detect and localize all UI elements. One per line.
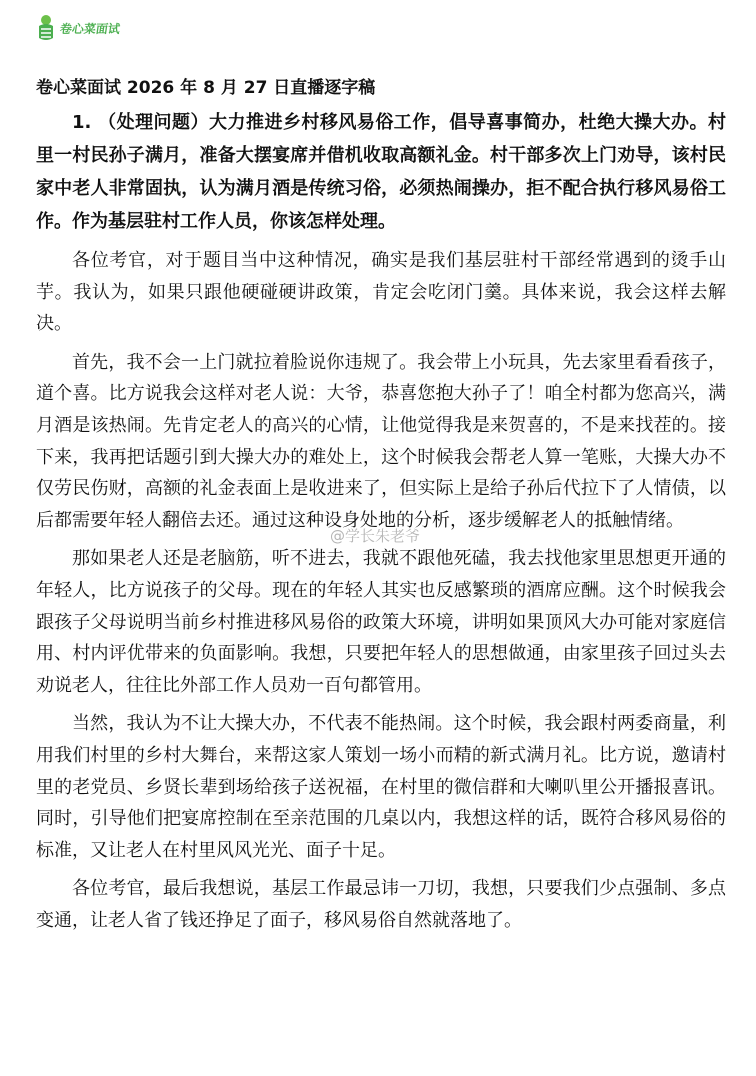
interview-question: 1. （处理问题）大力推进乡村移风易俗工作，倡导喜事简办，杜绝大操大办。村里一村民孙子满月，准备大摆宴席并借机收取高额礼金。村干部多次上门劝导，该村民家中老人非常固执，认为满月酒是传统习俗，必须热闹操办，拒不配合执行移风易俗工作。作为基层驻村工作人员，你该怎样处理。 xyxy=(36,112,726,232)
brand-logo xyxy=(36,14,120,42)
document-title: 卷心菜面试 2026 年 8 月 27 日直播逐字稿 xyxy=(36,78,376,98)
answer-paragraph-2: 首先，我不会一上门就拉着脸说你违规了。我会带上小玩具，先去家里看看孩子，道个喜。比方说我会这样对老人说：大爷，恭喜您抱大孙子了！咱全村都为您高兴，满月酒是该热闹。先肯定老人的高兴的心情，让他觉得我是来贺喜的，不是来找茬的。接下来，我再把话题引到大操大办的难处上，这个时候我会帮老人算一笔账，大操大办不仅劳民伤财，高额的礼金表面上是收进来了，但实际上是给子孙后代拉下了人情债，以后都需要年轻人翻倍去还。通过这种设身处地的分析，逐步缓解老人的抵触情绪。 xyxy=(36,351,726,531)
transcript-document xyxy=(36,74,726,936)
answer-paragraph-1: 各位考官，对于题目当中这种情况，确实是我们基层驻村干部经常遇到的烫手山芋。我认为，如果只跟他硬碰硬讲政策，肯定会吃闭门羹。具体来说，我会这样去解决。 xyxy=(36,250,726,335)
cabbage-logo-icon xyxy=(36,14,56,42)
brand-name: 卷心菜面试 xyxy=(58,21,121,36)
answer-paragraph-4: 当然，我认为不让大操大办，不代表不能热闹。这个时候，我会跟村两委商量，利用我们村里的乡村大舞台，来帮这家人策划一场小而精的新式满月礼。比方说，邀请村里的老党员、乡贤长辈到场给孩子送祝福，在村里的微信群和大喇叭里公开播报喜讯。同时，引导他们把宴席控制在至亲范围的几桌以内，我想这样的话，既符合移风易俗的标准，又让老人在村里风风光光、面子十足。 xyxy=(36,713,726,861)
weibo-watermark: @学长朱老爷 xyxy=(330,527,421,545)
answer-paragraph-3: 那如果老人还是老脑筋，听不进去，我就不跟他死磕，我去找他家里思想更开通的年轻人，比方说孩子的父母。现在的年轻人其实也反感繁琐的酒席应酬。这个时候我会跟孩子父母说明当前乡村推进移风易俗的政策大环境，讲明如果顶风大办可能对家庭信用、村内评优带来的负面影响。我想，只要把年轻人的思想做通，由家里孩子回过头去劝说老人，往往比外部工作人员劝一百句都管用。 xyxy=(36,548,726,696)
answer-paragraph-5: 各位考官，最后我想说，基层工作最忌讳一刀切，我想，只要我们少点强制、多点变通，让老人省了钱还挣足了面子，移风易俗自然就落地了。 xyxy=(36,878,726,931)
